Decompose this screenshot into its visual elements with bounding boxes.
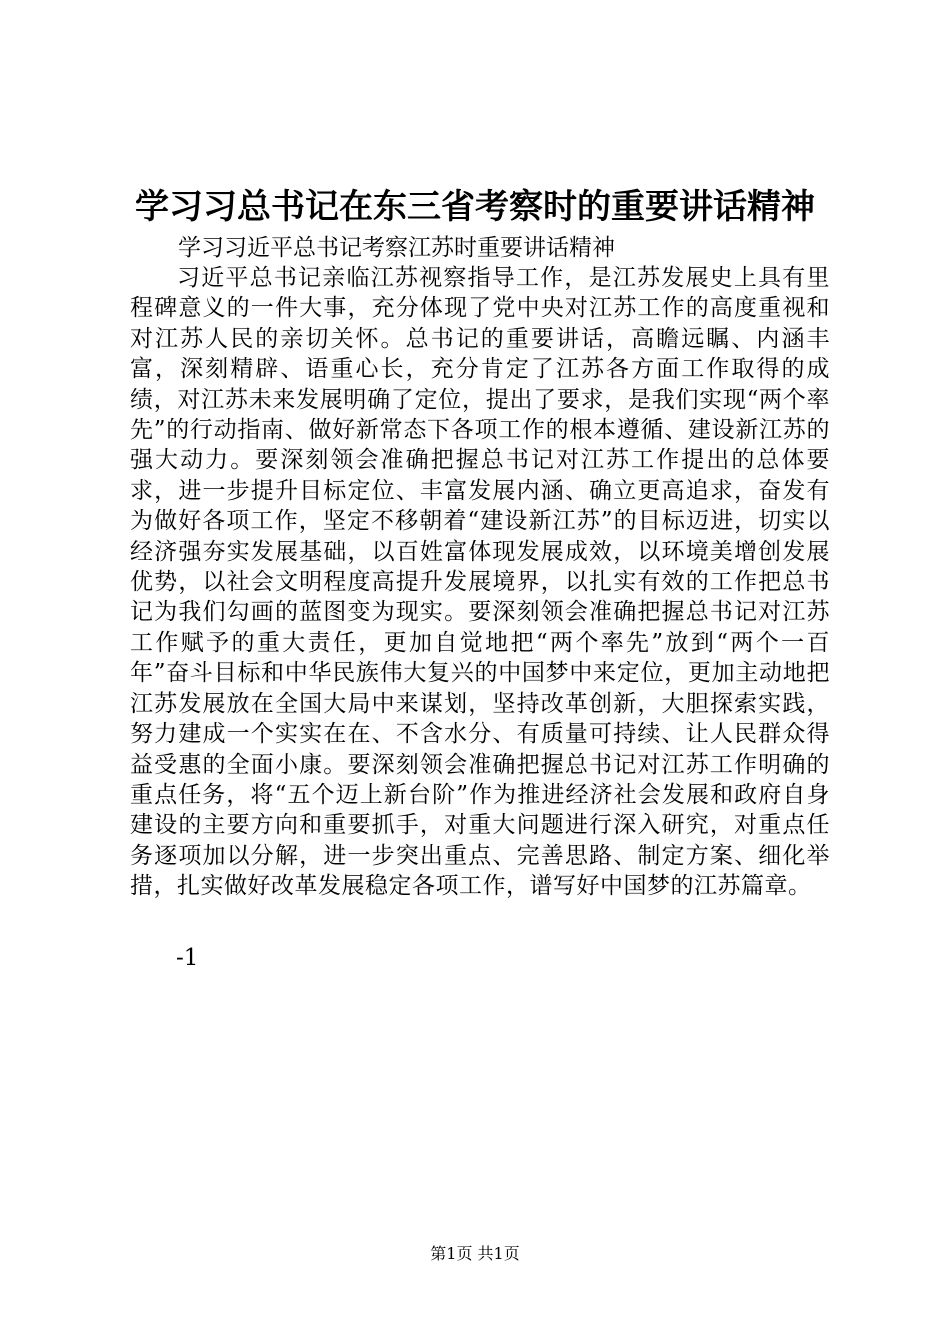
body-paragraph: 习近平总书记亲临江苏视察指导工作，是江苏发展史上具有里程碑意义的一件大事，充分体现了党中央对江苏工作的高度重视和对江苏人民的亲切关怀。总书记的重要讲话，高瞻远瞩、内涵丰富，深刻精辟、语重心长，充分肯定了江苏各方面工作取得的成绩，对江苏未来发展明确了定位，提出了要求，是我们实现“两个率先”的行动指南、做好新常态下各项工作的根本遵循、建设新江苏的强大动力。要深刻领会准确把握总书记对江苏工作提出的总体要求，进一步提升目标定位、丰富发展内涵、确立更高追求，奋发有为做好各项工作，坚定不移朝着“建设新江苏”的目标迈进，切实以经济强夯实发展基础，以百姓富体现发展成效，以环境美增创发展优势，以社会文明程度高提升发展境界，以扎实有效的工作把总书记为我们勾画的蓝图变为现实。要深刻领会准确把握总书记对江苏工作赋予的重大责任，更加自觉地把“两个率先”放到“两个一百年”奋斗目标和中华民族伟大复兴的中国梦中来定位，更加主动地把江苏发展放在全国大局中来谋划，坚持改革创新，大胆探索实践，努力建成一个实实在在、不含水分、有质量可持续、让人民群众得益受惠的全面小康。要深刻领会准确把握总书记对江苏工作明确的重点任务，将“五个迈上新台阶”作为推进经济社会发展和政府自身建设的主要方向和重要抓手，对重大问题进行深入研究，对重点任务逐项加以分解，进一步突出重点、完善思路、制定方案、细化举措，扎实做好改革发展稳定各项工作，谱写好中国梦的江苏篇章。 bbox=[130, 265, 830, 900]
document-subtitle: 学习习近平总书记考察江苏时重要讲话精神 bbox=[178, 235, 615, 261]
page-footer: 第1页 共1页 bbox=[430, 1244, 520, 1263]
page-mark: -1 bbox=[176, 945, 199, 971]
document-title: 学习习总书记在东三省考察时的重要讲话精神 bbox=[135, 187, 815, 227]
